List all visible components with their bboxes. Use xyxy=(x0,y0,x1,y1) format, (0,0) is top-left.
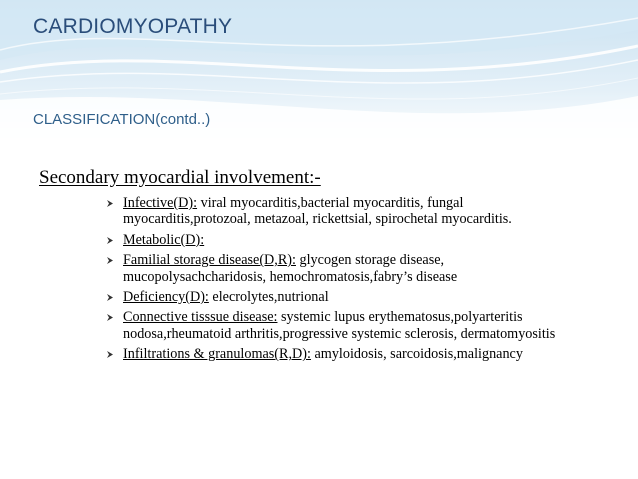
list-item xyxy=(104,346,574,362)
list-item xyxy=(104,252,574,285)
item-text: elecrolytes,nutrional xyxy=(208,289,329,306)
slide-subtitle: CLASSIFICATION(contd..) xyxy=(33,111,211,128)
item-text: glycogen storage disease, mucopolysachcharidosis, hemochromatosis,fabry’s disease xyxy=(123,252,458,285)
list-item xyxy=(104,309,574,342)
item-term: Infiltrations & granulomas(R,D): xyxy=(123,346,311,363)
item-term: Infective(D): xyxy=(123,195,198,211)
item-text: amyloidosis, sarcoidosis,malignancy xyxy=(310,346,523,363)
classification-list xyxy=(104,195,574,367)
arrow-bullet-icon xyxy=(106,199,115,208)
item-term: Deficiency(D): xyxy=(123,289,209,306)
item-term: Connective tisssue disease: xyxy=(123,309,278,326)
arrow-bullet-icon xyxy=(106,236,115,245)
list-item xyxy=(104,232,574,248)
arrow-bullet-icon xyxy=(106,256,115,265)
arrow-bullet-icon xyxy=(106,293,115,302)
slide-title: CARDIOMYOPATHY xyxy=(33,15,233,38)
item-term: Metabolic(D): xyxy=(123,231,205,248)
list-item xyxy=(104,195,574,228)
list-item xyxy=(104,289,574,305)
arrow-bullet-icon xyxy=(106,350,115,359)
item-term: Familial storage disease(D,R): xyxy=(123,252,296,269)
item-text: systemic lupus erythematosus,polyarteritis nodosa,rheumatoid arthritis,progressive systemic sclerosis, dermatomyositis xyxy=(123,309,556,342)
arrow-bullet-icon xyxy=(106,313,115,322)
item-text: viral myocarditis,bacterial myocarditis, fungal myocarditis,protozoal, metazoal, rickettsial, spirochetal myocarditis. xyxy=(123,195,512,228)
section-heading: Secondary myocardial involvement:- xyxy=(39,167,321,188)
